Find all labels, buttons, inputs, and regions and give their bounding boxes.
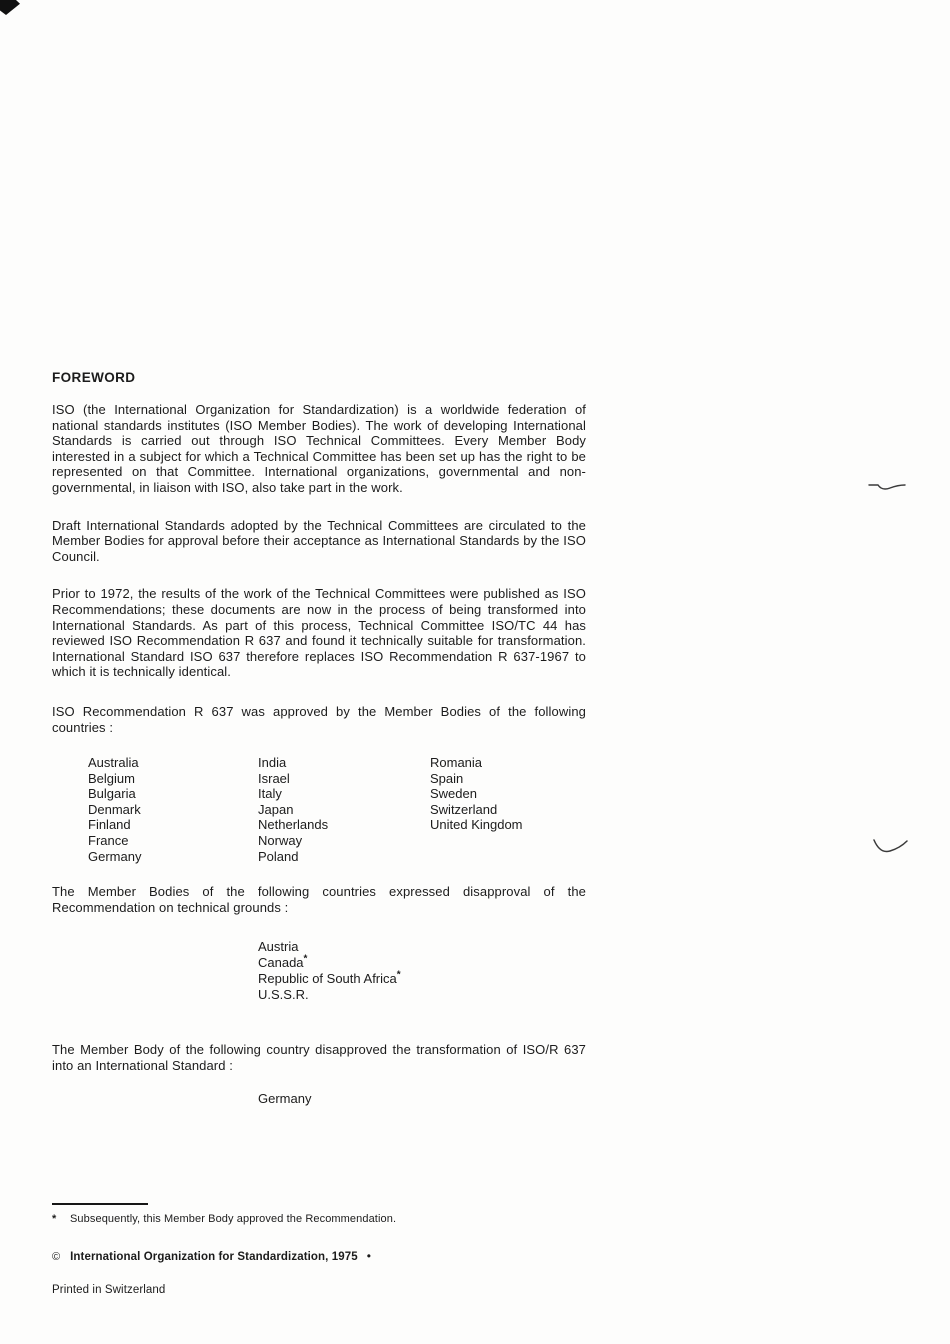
country-item: Denmark [88,801,141,817]
country-item: Finland [88,817,131,833]
foreword-section [52,370,586,1106]
footnote [52,1213,612,1225]
country-item: U.S.S.R. [258,986,309,1002]
country-item: Italy [258,786,282,802]
paragraph-draft-standards: Draft International Standards adopted by the Technical Committees are circulated to the Member Bodies for approval before their acceptance as International Standards by the ISO Council. [52,517,586,564]
foreword-heading: FOREWORD [52,370,136,385]
copyright-icon: © [52,1251,61,1263]
country-item: France [88,833,129,849]
country-item: Japan [258,801,294,817]
country-item: United Kingdom [430,817,523,833]
country-item: Canada* [258,953,308,971]
footnote-marker: * [396,969,401,981]
corner-ink-mark [0,0,20,15]
page-footer [52,1203,612,1296]
country-item: Belgium [88,770,135,786]
paragraph-iso-federation: ISO (the International Organization for Standardization) is a worldwide federation of national standards institutes (ISO Member Bodies). The work of developing International Standards is carried out through ISO Technical Committees. Every Member Body interested in a subject for which a Technical Committee has been set up has the right to be represented on that Committee. International organizations, governmental and non-governmental, in liaison with ISO, also take part in the work. [52,402,586,495]
country-item: Poland [258,848,299,864]
bullet-icon: • [366,1249,371,1263]
country-item: Germany [88,848,142,864]
pen-squiggle-icon [872,836,910,858]
footnote-rule [52,1203,148,1205]
country-item: Israel [258,770,290,786]
country-item: Norway [258,833,303,849]
printed-in-line: Printed in Switzerland [52,1284,166,1296]
country-item: Netherlands [258,817,329,833]
paragraph-disapproval-intro: The Member Bodies of the following countries expressed disapproval of the Recommendation on technical grounds : [52,884,586,915]
country-item: Romania [430,755,483,771]
country-column-2 [258,755,430,864]
footnote-marker: * [52,1213,57,1225]
footnote-marker: * [303,953,308,965]
country-item: Republic of South Africa* [258,969,401,986]
approved-countries-list [88,755,586,864]
paragraph-transformation-disapproved: The Member Body of the following country disapproved the transformation of ISO/R 637 into an International Standard : [52,1042,586,1073]
country-item: India [258,755,287,771]
copyright-text: International Organization for Standardization, 1975 [70,1251,358,1263]
paragraph-approved-intro: ISO Recommendation R 637 was approved by the Member Bodies of the following countries : [52,703,586,735]
country-item: Australia [88,755,139,771]
disapproved-countries-list [258,939,586,1002]
country-item: Bulgaria [88,786,136,802]
footnote-text: Subsequently, this Member Body approved the Recommendation. [70,1213,397,1225]
country-item: Austria [258,939,299,955]
pen-squiggle-icon [868,477,908,495]
country-item: Sweden [430,786,477,802]
country-column-3 [430,755,586,864]
paragraph-prior-1972: Prior to 1972, the results of the work of the Technical Committees were published as ISO Recommendations; these documents are now in the process of being transformed into International Standards. As part of this process, Technical Committee ISO/TC 44 has reviewed ISO Recommendation R 637 and found it technically suitable for transformation. International Standard ISO 637 therefore replaces ISO Recommendation R 637-1967 to which it is technically identical. [52,586,586,680]
copyright-line [52,1249,612,1263]
country-column-1 [88,755,258,864]
country-item: Switzerland [430,801,498,817]
country-item: Germany [258,1091,312,1107]
country-item: Spain [430,770,464,786]
